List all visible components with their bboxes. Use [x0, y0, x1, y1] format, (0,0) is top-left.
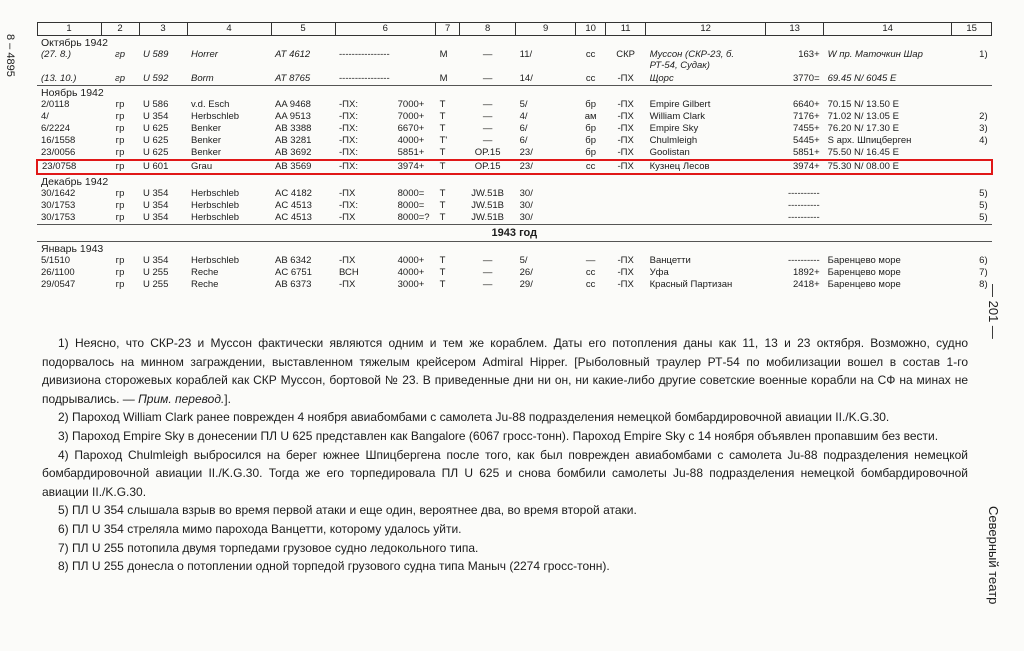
table-cell: 75.50 N/ 16.45 E — [827, 147, 899, 158]
col-header: 12 — [646, 23, 766, 36]
table-cell: AB 3692 — [275, 147, 312, 158]
col-header: 2 — [101, 23, 139, 36]
table-cell: Benker — [191, 135, 222, 146]
table-cell: 14/ — [519, 73, 533, 84]
col-header: 15 — [952, 23, 992, 36]
table-cell: AB 6342 — [275, 255, 312, 266]
table-cell: 69.45 N/ 6045 E — [827, 73, 897, 84]
table-cell — [952, 73, 992, 86]
year-label: 1943 год — [37, 225, 992, 242]
table-cell: — — [482, 267, 493, 278]
table-cell: T — [439, 200, 446, 211]
table-cell: 1) — [979, 49, 988, 60]
table-body — [37, 36, 992, 292]
table-cell: бр — [585, 135, 596, 146]
year-divider — [37, 225, 992, 242]
table-cell: — — [482, 99, 493, 110]
month-label: Октябрь 1942 — [37, 36, 992, 50]
table-cell: 7000+ — [397, 111, 425, 122]
table-cell: -ПХ: — [335, 160, 394, 174]
table-cell: Herbschleb — [191, 255, 240, 266]
table-cell: U 625 — [143, 135, 169, 146]
table-cell: -ПХ — [617, 279, 634, 290]
table-cell: 29/ — [519, 279, 533, 290]
table-cell — [952, 99, 992, 111]
table-cell: -ПХ — [339, 188, 356, 199]
table-cell: U 354 — [143, 255, 169, 266]
table-cell: ---------- — [787, 212, 820, 223]
footnote-7: 7) ПЛ U 255 потопила двумя торпедами грузовое судно ледокольного типа. — [58, 540, 479, 555]
month-label: Январь 1943 — [37, 242, 992, 256]
table-row — [37, 279, 992, 291]
table-cell: — — [482, 255, 493, 266]
col-header: 14 — [824, 23, 952, 36]
table-cell: сс — [585, 267, 596, 278]
table-row — [37, 200, 992, 212]
table-cell: бр — [585, 147, 596, 158]
col-header: 10 — [576, 23, 606, 36]
table-cell: 4000+ — [397, 267, 425, 278]
table-cell: M — [439, 49, 448, 60]
table-cell: -ПХ: — [339, 99, 358, 110]
table-cell: AA 9468 — [275, 99, 311, 110]
table-cell: AA 9513 — [275, 111, 311, 122]
table-cell: 3974+ — [394, 160, 436, 174]
table-cell: U 255 — [143, 279, 169, 290]
footnote-4: 4) Пароход Chulmleigh выбросился на берег южнее Шпицбергена после того, как был поврежден авиабомбами с самолета Ju-88 подразделения немецкой бомбардировочной авиации II./K.G.30. Тогда же его торпедировала ПЛ U 625 и снова бомбили самолеты Ju-88 подразделения немецкой бомбардировочной авиации II./K.G.30. — [42, 447, 968, 499]
table-cell: AT 8765 — [275, 73, 311, 84]
table-cell — [952, 160, 992, 174]
table-cell: AC 6751 — [275, 267, 312, 278]
table-cell: U 354 — [143, 188, 169, 199]
table-cell: T — [439, 267, 446, 278]
col-header: 6 — [335, 23, 436, 36]
table-cell: -ПХ — [617, 73, 634, 84]
table-cell: -ПХ — [339, 279, 356, 290]
table-cell: 2/0118 — [41, 99, 70, 110]
table-cell: 8000= — [397, 200, 425, 211]
footnote-6: 6) ПЛ U 354 стреляла мимо парохода Ванцетти, которому удалось уйти. — [58, 521, 462, 536]
table-cell: 6640+ — [792, 99, 820, 110]
table-cell: U 589 — [143, 49, 169, 60]
table-cell: бр — [585, 99, 596, 110]
table-cell: Кузнец Лесов — [646, 160, 766, 174]
col-header: 11 — [606, 23, 646, 36]
table-cell: AB 6373 — [275, 279, 312, 290]
table-cell: 3) — [979, 123, 988, 134]
table-cell: 5851+ — [397, 147, 425, 158]
table-cell: Herbschleb — [191, 188, 240, 199]
table-cell: Reche — [191, 279, 219, 290]
table-cell — [646, 200, 766, 212]
table-cell: -ПХ: — [339, 111, 358, 122]
table-cell: -ПХ — [617, 135, 634, 146]
table-cell — [824, 200, 952, 212]
table-cell: 70.15 N/ 13.50 E — [827, 99, 899, 110]
table-cell: Муссон (СКР-23, б. РТ-54, Судак) — [649, 49, 734, 71]
table-row — [37, 123, 992, 135]
month-header — [37, 86, 992, 100]
highlighted-table-row — [37, 160, 992, 174]
month-header — [37, 242, 992, 256]
table-cell: гр — [115, 200, 125, 211]
table-cell — [824, 188, 952, 200]
col-header: 9 — [516, 23, 576, 36]
table-cell: Benker — [191, 147, 222, 158]
table-cell: Красный Партизан — [649, 279, 733, 290]
footnote-8: 8) ПЛ U 255 донесла о потоплении одной торпедой грузового судна типа Маныч (2274 гросс-тонн). — [58, 559, 610, 574]
table-cell: 1892+ — [792, 267, 820, 278]
table-cell: 23/0056 — [41, 147, 76, 158]
table-cell: Goolistan — [649, 147, 690, 158]
table-cell: OP.15 — [474, 147, 501, 158]
table-cell: Herbschleb — [191, 212, 240, 223]
table-cell — [646, 188, 766, 200]
table-cell — [394, 73, 436, 86]
table-cell: 11/ — [519, 49, 533, 60]
table-cell: T — [439, 111, 446, 122]
table-cell: 26/1100 — [41, 267, 75, 278]
table-cell: T — [439, 279, 446, 290]
table-cell: 5) — [979, 188, 988, 199]
table-cell: W пр. Маточкин Шар — [827, 49, 923, 60]
table-cell: AB 3281 — [275, 135, 312, 146]
col-header: 8 — [460, 23, 516, 36]
table-cell: сс — [585, 279, 596, 290]
table-cell: 6) — [979, 255, 988, 266]
table-cell: -ПХ — [617, 147, 634, 158]
table-cell: гр — [101, 160, 139, 174]
table-cell: 5/1510 — [41, 255, 71, 266]
table-cell — [576, 188, 606, 200]
table-cell: 30/1753 — [41, 212, 76, 223]
table-cell: 71.02 N/ 13.05 E — [827, 111, 899, 122]
table-cell: T — [439, 212, 446, 223]
table-cell: гр — [115, 73, 125, 84]
table-cell: T — [439, 147, 446, 158]
table-cell: гр — [115, 147, 125, 158]
table-cell: 6/2224 — [41, 123, 71, 134]
table-cell: 163+ — [798, 49, 820, 60]
table-cell: 30/ — [519, 200, 533, 211]
table-cell: Баренцево море — [827, 267, 901, 278]
month-label: Ноябрь 1942 — [37, 86, 992, 100]
table-row — [37, 49, 992, 73]
table-cell: 3770= — [792, 73, 820, 84]
table-cell: ---------- — [787, 200, 820, 211]
table-cell: -ПХ — [339, 212, 356, 223]
table-cell: 8) — [979, 279, 988, 290]
table-cell: гр — [115, 255, 125, 266]
table-cell: T — [439, 123, 446, 134]
table-cell: СКР — [616, 49, 635, 60]
table-cell: 2418+ — [792, 279, 820, 290]
table-cell: гр — [115, 49, 125, 60]
table-cell: 76.20 N/ 17.30 E — [827, 123, 899, 134]
table-cell: гр — [115, 279, 125, 290]
table-cell: T' — [439, 135, 448, 146]
sinkings-table — [36, 22, 993, 291]
table-cell: Empire Sky — [649, 123, 699, 134]
table-cell: 5) — [979, 212, 988, 223]
month-label: Декабрь 1942 — [37, 174, 992, 188]
table-cell: гр — [115, 267, 125, 278]
table-cell: ВСН — [339, 267, 359, 278]
table-cell: 7000+ — [397, 99, 425, 110]
table-cell: 3974+ — [766, 160, 824, 174]
table-cell: U 625 — [143, 123, 169, 134]
table-cell: -ПХ — [617, 111, 634, 122]
table-cell: -ПХ — [606, 160, 646, 174]
table-cell: Reche — [191, 267, 219, 278]
footnote-1: 1) Неясно, что СКР-23 и Муссон фактически являются одним и тем же кораблем. Даты его потопления даны как 11, 13 и 23 октября. Возможно, судно подорвалось на минном заграждении, выставленном тяжелым крейсером Admiral Hipper. [Рыболовный траулер РТ-54 по мобилизации вошел в состав 1-го дивизиона сторожевых кораблей как СКР Муссон, бортовой № 23. В приведенные дни ни он, ни какие-либо другие советские военные корабли на СФ на минах не подрывались. — Прим. перевод.]. — [42, 336, 968, 406]
table-cell: (13. 10.) — [41, 73, 77, 84]
table-cell: T — [439, 188, 446, 199]
table-row — [37, 135, 992, 147]
table-cell — [824, 212, 952, 225]
table-cell: — — [482, 73, 493, 84]
table-cell: 16/1558 — [41, 135, 76, 146]
table-cell: сс — [585, 73, 596, 84]
table-cell: Chulmleigh — [649, 135, 698, 146]
table-cell: 6/ — [519, 135, 528, 146]
table-cell: Horrer — [191, 49, 218, 60]
table-cell: JW.51B — [471, 188, 504, 199]
table-cell: ---------------- — [339, 73, 390, 84]
table-cell: 23/0758 — [37, 160, 101, 174]
table-cell: U 625 — [143, 147, 169, 158]
table-cell: -ПХ — [617, 123, 634, 134]
table-cell: Уфа — [649, 267, 669, 278]
table-cell — [576, 212, 606, 225]
table-row — [37, 147, 992, 160]
col-header: 13 — [766, 23, 824, 36]
table-cell: 7176+ — [792, 111, 820, 122]
table-cell: 23/ — [516, 160, 576, 174]
table-cell: 23/ — [519, 147, 533, 158]
table-cell: 30/ — [519, 212, 533, 223]
footnote-2: 2) Пароход William Clark ранее поврежден 4 ноября авиабомбами с самолета Ju-88 подразделения немецкой бомбардировочной авиации II./K.G.30. — [58, 410, 890, 425]
table-cell — [394, 49, 436, 73]
table-cell: AC 4182 — [275, 188, 312, 199]
table-cell: AB 3569 — [271, 160, 335, 174]
table-cell: — — [585, 255, 596, 266]
table-cell: 5/ — [519, 255, 528, 266]
table-cell: Баренцево море — [827, 279, 901, 290]
table-cell: AB 3388 — [275, 123, 312, 134]
table-cell: ---------- — [787, 255, 820, 266]
table-cell: U 586 — [143, 99, 169, 110]
footnotes — [42, 334, 968, 576]
table-cell: -ПХ — [339, 255, 356, 266]
table-cell: гр — [115, 212, 125, 223]
month-header — [37, 36, 992, 50]
table-cell: -ПХ — [617, 267, 634, 278]
table-cell: -ПХ: — [339, 147, 358, 158]
table-cell — [606, 188, 646, 200]
table-cell: -ПХ: — [339, 200, 358, 211]
table-cell: гр — [115, 188, 125, 199]
table-cell: AT 4612 — [275, 49, 311, 60]
table-cell: Herbschleb — [191, 200, 240, 211]
table-cell: 30/1753 — [41, 200, 76, 211]
table-cell: -ПХ: — [339, 135, 358, 146]
table-cell — [606, 212, 646, 225]
table-cell — [952, 147, 992, 160]
table-cell: Borm — [191, 73, 214, 84]
table-cell: JW.51B — [471, 212, 504, 223]
table-cell: — — [482, 49, 493, 60]
table-cell: -ПХ: — [339, 123, 358, 134]
table-cell: 30/1642 — [41, 188, 76, 199]
table-cell: 6670+ — [397, 123, 425, 134]
table-cell: Herbschleb — [191, 111, 240, 122]
table-cell: 29/0547 — [41, 279, 76, 290]
table-row — [37, 267, 992, 279]
page-number: — 201 — — [986, 284, 1001, 339]
col-header: 3 — [139, 23, 187, 36]
table-cell: гр — [115, 123, 125, 134]
table-cell: 4000+ — [397, 255, 425, 266]
table-cell: U 354 — [143, 200, 169, 211]
table-cell: OP.15 — [460, 160, 516, 174]
table-cell: 30/ — [519, 188, 533, 199]
table-cell: сс — [585, 49, 596, 60]
table-cell — [606, 200, 646, 212]
table-cell: — — [482, 135, 493, 146]
table-row — [37, 188, 992, 200]
col-header: 4 — [187, 23, 271, 36]
table-row — [37, 212, 992, 225]
table-cell: 5) — [979, 200, 988, 211]
section-title: Северный театр — [986, 506, 1001, 605]
table-cell: гр — [115, 99, 125, 110]
table-cell: -ПХ — [617, 99, 634, 110]
table-cell: 5851+ — [792, 147, 820, 158]
table-cell: 8000=? — [397, 212, 430, 223]
table-cell: 26/ — [519, 267, 533, 278]
table-cell: 4/ — [41, 111, 49, 122]
table-cell — [646, 212, 766, 225]
catalog-code: 8 – 4895 — [4, 34, 16, 77]
table-cell: JW.51B — [471, 200, 504, 211]
col-header: 7 — [436, 23, 460, 36]
table-cell: AC 4513 — [275, 212, 312, 223]
table-cell: U 354 — [143, 212, 169, 223]
table-row — [37, 99, 992, 111]
table-cell: AC 4513 — [275, 200, 312, 211]
table-cell: 6/ — [519, 123, 528, 134]
table-cell: Щорс — [649, 73, 674, 84]
table-cell: 7455+ — [792, 123, 820, 134]
table-cell: 3000+ — [397, 279, 425, 290]
table-cell: бр — [585, 123, 596, 134]
table-cell: 2) — [979, 111, 988, 122]
table-cell: U 601 — [139, 160, 187, 174]
table-cell: T — [436, 160, 460, 174]
table-cell: Ванцетти — [649, 255, 691, 266]
table-cell: 7) — [979, 267, 988, 278]
table-cell: 4/ — [519, 111, 528, 122]
table-cell: — — [482, 123, 493, 134]
table-cell: ам — [584, 111, 597, 122]
month-header — [37, 174, 992, 188]
table-cell: U 354 — [143, 111, 169, 122]
table-row — [37, 73, 992, 86]
table-cell: Баренцево море — [827, 255, 901, 266]
table-cell: U 592 — [143, 73, 169, 84]
table-cell: гр — [115, 135, 125, 146]
table-cell: гр — [115, 111, 125, 122]
table-cell: -ПХ — [617, 255, 634, 266]
table-cell: сс — [576, 160, 606, 174]
table-cell: (27. 8.) — [41, 49, 72, 60]
table-cell: 4000+ — [397, 135, 425, 146]
table-cell: ---------- — [787, 188, 820, 199]
table-cell: Benker — [191, 123, 222, 134]
footnote-3: 3) Пароход Empire Sky в донесении ПЛ U 625 представлен как Bangalore (6067 гросс-тонн). Пароход Empire Sky с 14 ноября объявлен пропавшим без вести. — [58, 428, 939, 443]
table-cell: 75.30 N/ 08.00 E — [824, 160, 952, 174]
table-cell: T — [439, 255, 446, 266]
column-number-row — [37, 23, 992, 36]
table-row — [37, 255, 992, 267]
table-cell — [576, 200, 606, 212]
table-cell: William Clark — [649, 111, 706, 122]
table-cell: Grau — [187, 160, 271, 174]
table-cell: ---------------- — [339, 49, 390, 60]
table-cell: M — [439, 73, 448, 84]
table-cell: — — [482, 111, 493, 122]
col-header: 1 — [37, 23, 101, 36]
table-row — [37, 111, 992, 123]
table-cell: Empire Gilbert — [649, 99, 711, 110]
table-cell: v.d. Esch — [191, 99, 230, 110]
col-header: 5 — [271, 23, 335, 36]
table-cell: 5/ — [519, 99, 528, 110]
table-cell: S арх. Шпицберген — [827, 135, 912, 146]
table-cell: T — [439, 99, 446, 110]
table-cell: 4) — [979, 135, 988, 146]
table-cell: U 255 — [143, 267, 169, 278]
table-cell: 5445+ — [792, 135, 820, 146]
table-cell: 8000= — [397, 188, 425, 199]
table-cell: — — [482, 279, 493, 290]
footnote-5: 5) ПЛ U 354 слышала взрыв во время первой атаки и еще один, вероятнее два, во время второй атаки. — [58, 503, 637, 518]
